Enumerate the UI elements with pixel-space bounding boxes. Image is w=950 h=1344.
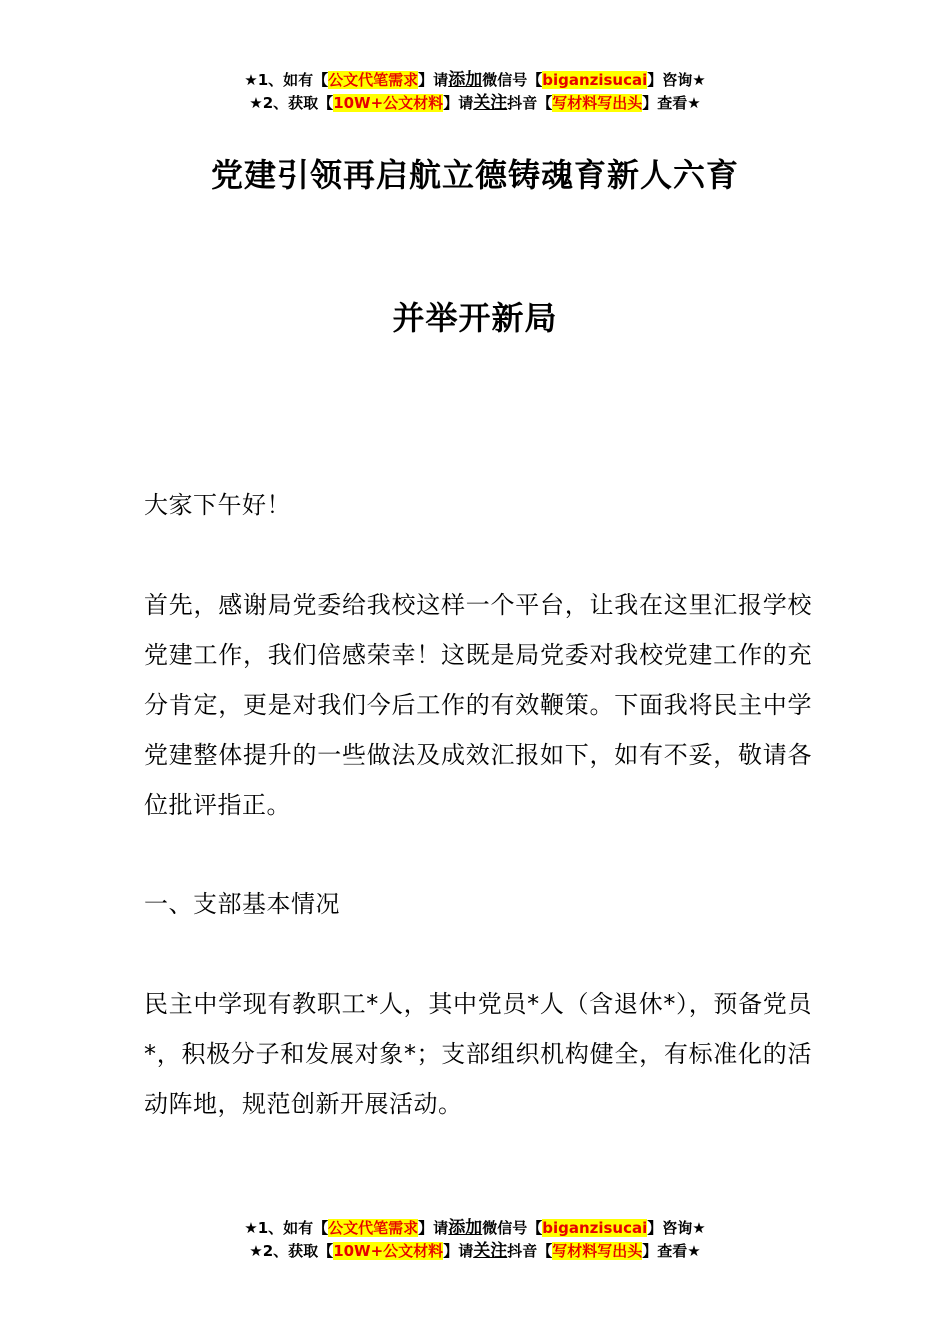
banner-underline: 关注 xyxy=(473,1241,508,1261)
document-title-line-2: 并举开新局 xyxy=(392,299,558,337)
banner-text: 微信号【 xyxy=(482,71,543,89)
banner-text: ★1、如有【 xyxy=(244,1219,329,1237)
banner-highlight-materials: 10W+公文材料 xyxy=(333,94,444,112)
banner-line-1 xyxy=(0,1217,950,1240)
banner-text: 】请 xyxy=(443,1242,474,1260)
banner-highlight-douyin-account: 写材料写出头 xyxy=(552,1242,643,1260)
banner-highlight-materials: 10W+公文材料 xyxy=(333,1242,444,1260)
banner-underline: 添加 xyxy=(448,70,483,90)
banner-highlight-service: 公文代笔需求 xyxy=(328,71,419,89)
banner-highlight-douyin-account: 写材料写出头 xyxy=(552,94,643,112)
bottom-banner xyxy=(0,1217,950,1263)
banner-text: 】请 xyxy=(418,71,449,89)
banner-text: 抖音【 xyxy=(507,1242,553,1260)
document-title-line-1: 党建引领再启航立德铸魂育新人六育 xyxy=(210,156,739,194)
banner-line-1 xyxy=(0,69,950,92)
banner-text: 抖音【 xyxy=(507,94,553,112)
greeting-paragraph: 大家下午好！ xyxy=(144,491,291,519)
banner-line-2 xyxy=(0,92,950,115)
banner-text: ★2、获取【 xyxy=(249,1242,334,1260)
banner-text: 】咨询★ xyxy=(647,71,706,89)
banner-text: 微信号【 xyxy=(482,1219,543,1237)
banner-underline: 添加 xyxy=(448,1218,483,1238)
banner-highlight-service: 公文代笔需求 xyxy=(328,1219,419,1237)
banner-text: 】请 xyxy=(443,94,474,112)
banner-line-2 xyxy=(0,1240,950,1263)
section-heading: 一、支部基本情况 xyxy=(144,890,340,918)
banner-underline: 关注 xyxy=(473,93,508,113)
banner-text: 】请 xyxy=(418,1219,449,1237)
banner-highlight-wechat-id: biganzisucai xyxy=(542,1219,648,1237)
banner-text: ★1、如有【 xyxy=(244,71,329,89)
banner-text: 】查看★ xyxy=(642,1242,701,1260)
top-banner xyxy=(0,69,950,115)
banner-text: 】咨询★ xyxy=(647,1219,706,1237)
section-body-paragraph: 民主中学现有教职工*人，其中党员*人（含退休*），预备党员*，积极分子和发展对象*；支部组织机构健全，有标准化的活动阵地，规范创新开展活动。 xyxy=(144,990,812,1118)
banner-text: ★2、获取【 xyxy=(249,94,334,112)
banner-highlight-wechat-id: biganzisucai xyxy=(542,71,648,89)
intro-paragraph: 首先，感谢局党委给我校这样一个平台，让我在这里汇报学校党建工作，我们倍感荣幸！这既是局党委对我校党建工作的充分肯定，更是对我们今后工作的有效鞭策。下面我将民主中学党建整体提升的一些做法及成效汇报如下，如有不妥，敬请各位批评指正。 xyxy=(144,591,812,819)
banner-text: 】查看★ xyxy=(642,94,701,112)
